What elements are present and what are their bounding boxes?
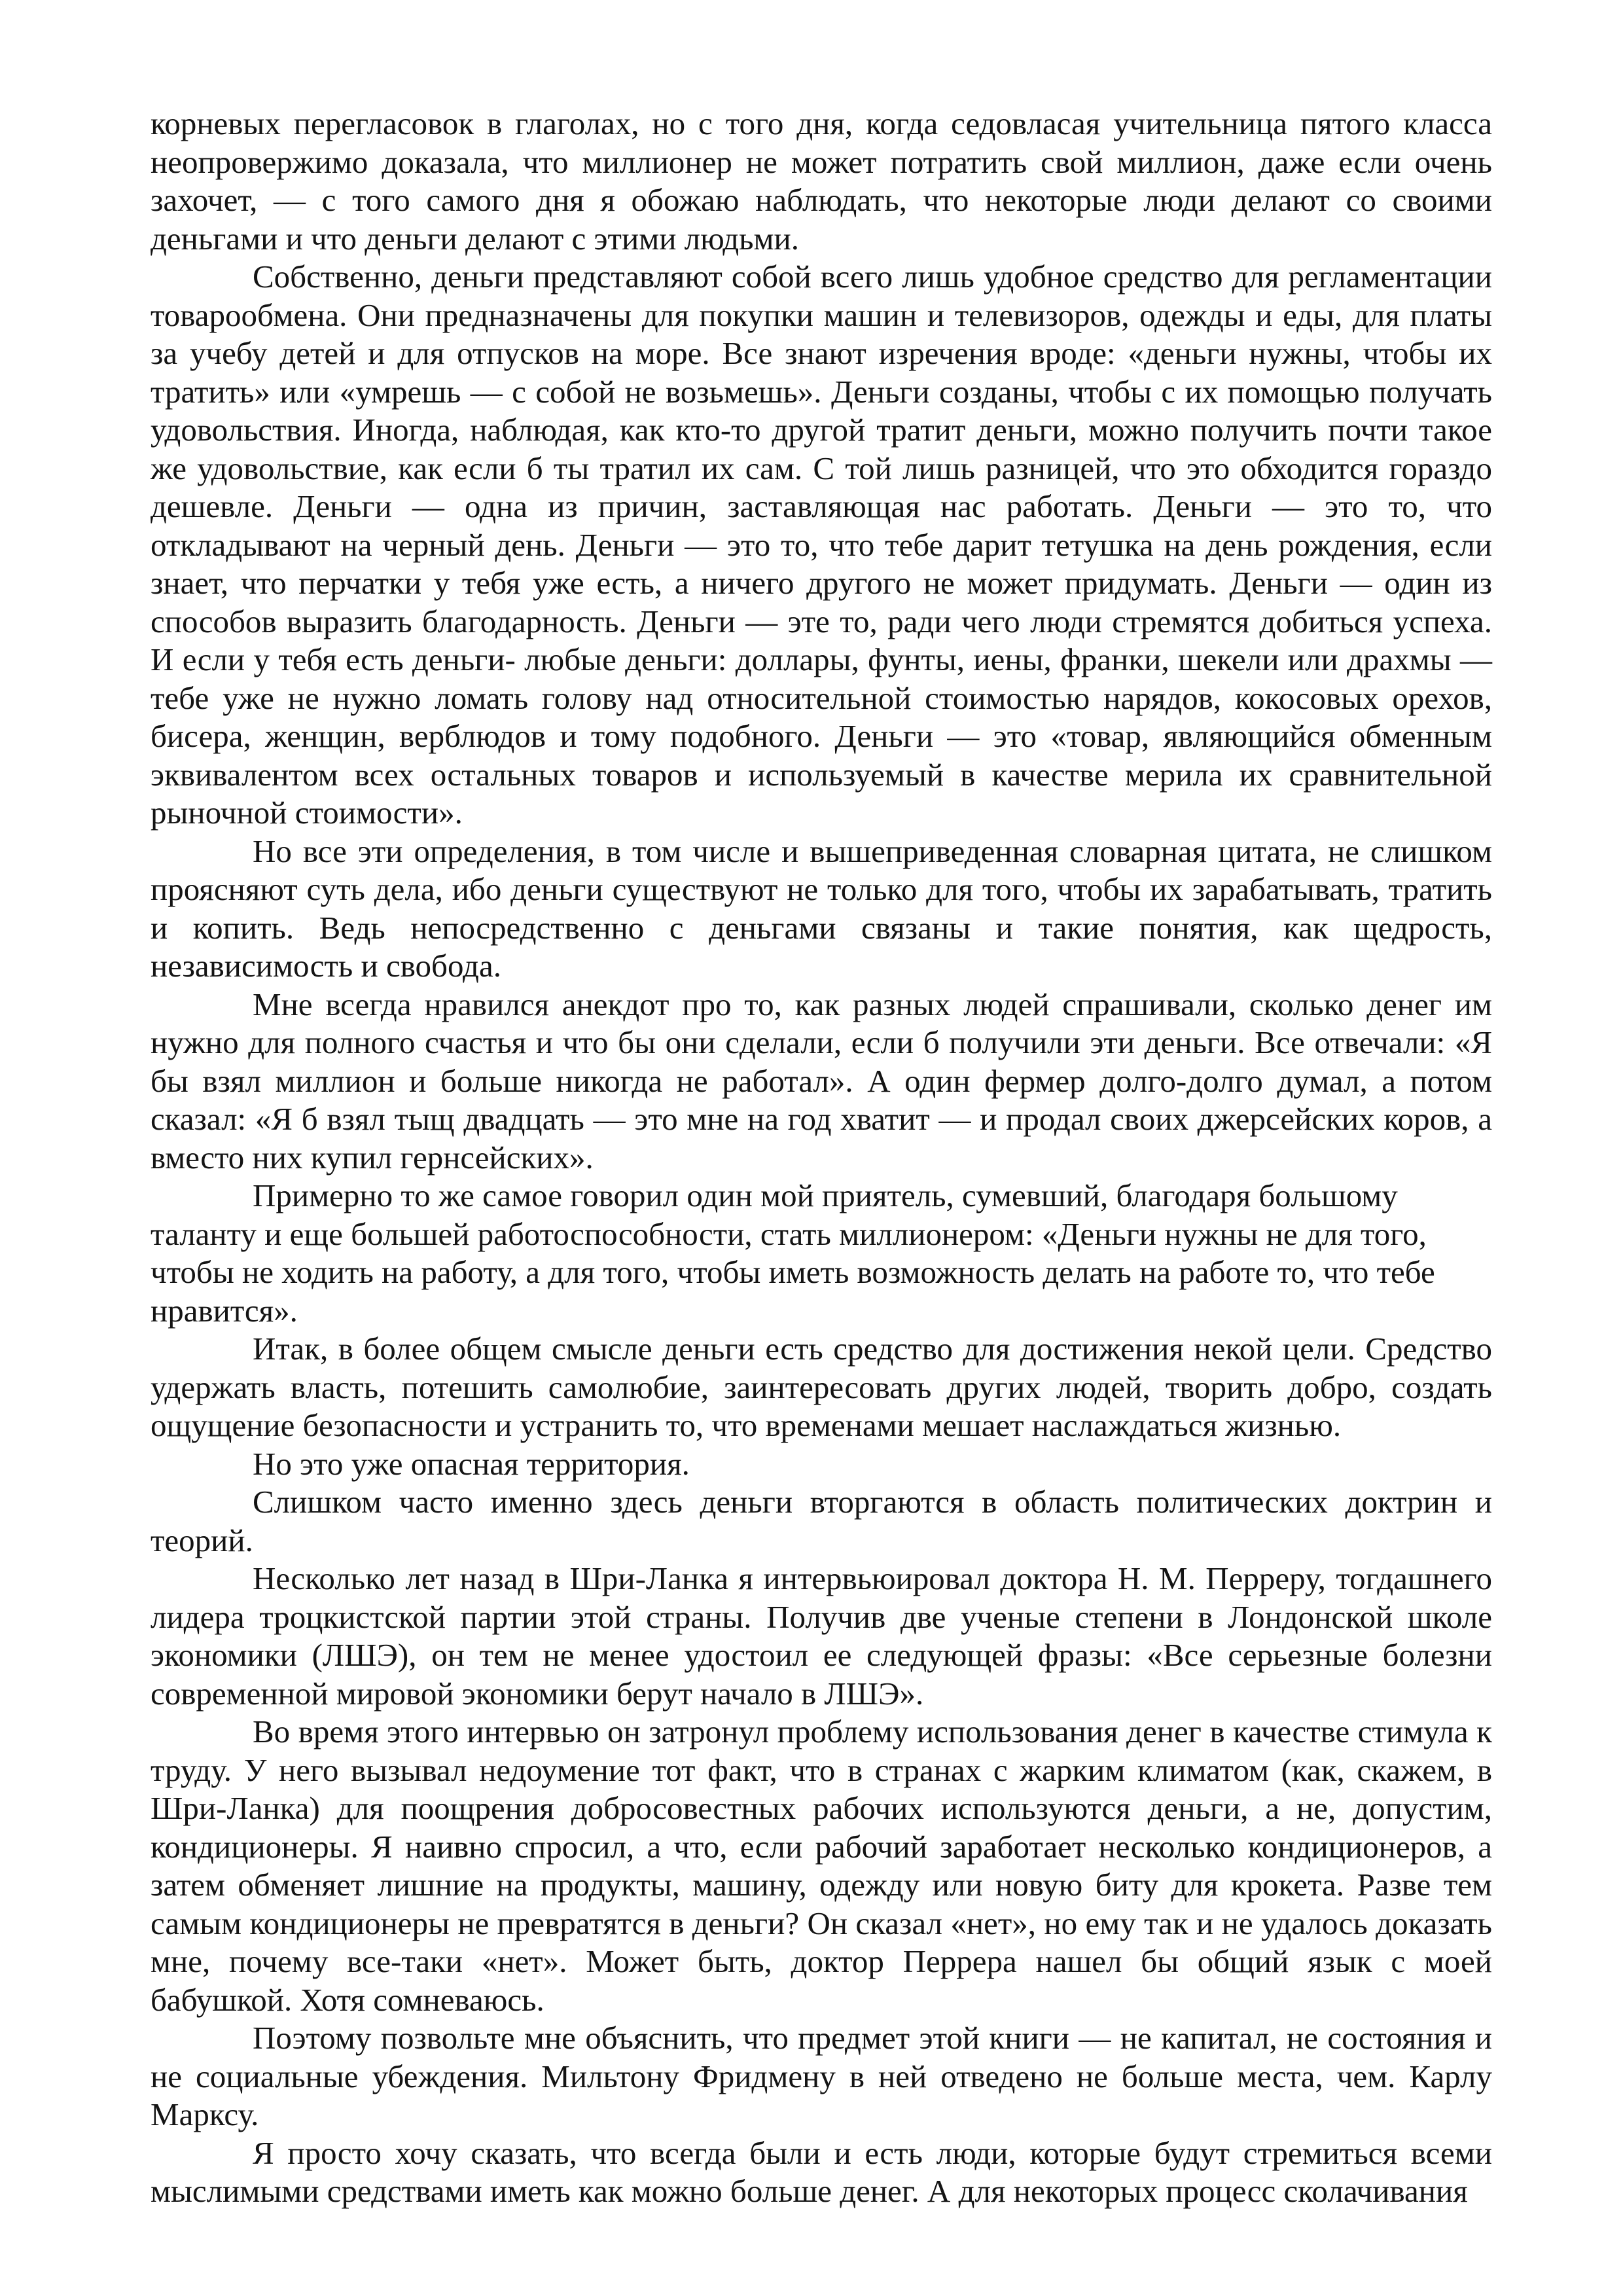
paragraph-6: Итак, в более общем смысле деньги есть средство для достижения некой цели. Средство удержать власть, потешить самолюбие, заинтересовать других людей, творить добро, создать ощущение безопасности и устранить то, что временами мешает наслаждаться жизнью.: [151, 1331, 1492, 1443]
paragraph-11: Поэтому позвольте мне объяснить, что предмет этой книги — не капитал, не состояния и не социальные убеждения. Мильтону Фридмену в ней отведено не больше места, чем. Карлу Марксу.: [151, 2020, 1492, 2132]
paragraph-5: Примерно то же самое говорил один мой приятель, сумевший, благодаря большому таланту и еще большей работоспособности, стать миллионером: «Деньги нужны не для того, чтобы не ходить на работу, а для того, чтобы иметь возможность делать на работе то, что тебе нравится».: [151, 1177, 1435, 1329]
paragraph-10: Во время этого интервью он затронул проблему использования денег в качестве стимула к труду. У него вызывал недоумение тот факт, что в странах с жарким климатом (как, скажем, в Шри-Ланка) для поощрения добросовестных рабочих используются деньги, а не, допустим, кондиционеры. Я наивно спросил, а что, если рабочий заработает несколько кондиционеров, а затем обменяет лишние на продукты, машину, одежду или новую биту для крокета. Разве тем самым кондиционеры не превратятся в деньги? Он сказал «нет», но ему так и не удалось доказать мне, почему все-таки «нет». Может быть, доктор Перрера нашел бы общий язык с моей бабушкой. Хотя сомневаюсь.: [151, 1713, 1492, 2018]
paragraph-3: Но все эти определения, в том числе и вышеприведенная словарная цитата, не слишком проясняют суть дела, ибо деньги существуют не только для того, чтобы их зарабатывать, тратить и копить. Ведь непосредственно с деньгами связаны и такие понятия, как щедрость, независимость и свобода.: [151, 833, 1492, 984]
paragraph-8: Слишком часто именно здесь деньги вторгаются в область политических доктрин и теорий.: [151, 1484, 1492, 1558]
paragraph-9: Несколько лет назад в Шри-Ланка я интервьюировал доктора Н. М. Перреру, тогдашнего лидера троцкистской партии этой страны. Получив две ученые степени в Лондонской школе экономики (ЛШЭ), он тем не менее удостоил ее следующей фразы: «Все серьезные болезни современной мировой экономики берут начало в ЛШЭ».: [151, 1560, 1492, 1712]
paragraph-7: Но это уже опасная территория.: [253, 1445, 690, 1482]
document-page: [151, 105, 1492, 2211]
paragraph-1: корневых перегласовок в глаголах, но с того дня, когда седовласая учительница пятого класса неопровержимо доказала, что миллионер не может потратить свой миллион, даже если очень захочет, — с того самого дня я обожаю наблюдать, что некоторые люди делают со своими деньгами и что деньги делают с этими людьми.: [151, 105, 1492, 257]
paragraph-4: Мне всегда нравился анекдот про то, как разных людей спрашивали, сколько денег им нужно для полного счастья и что бы они сделали, если б получили эти деньги. Все отвечали: «Я бы взял миллион и больше никогда не работал». А один фермер долго-долго думал, а потом сказал: «Я б взял тыщ двадцать — это мне на год хватит — и продал своих джерсейских коров, а вместо них купил гернсейских».: [151, 986, 1492, 1175]
paragraph-12: Я просто хочу сказать, что всегда были и есть люди, которые будут стремиться всеми мыслимыми средствами иметь как можно больше денег. А для некоторых процесс сколачивания: [151, 2134, 1492, 2209]
paragraph-2: Собственно, деньги представляют собой всего лишь удобное средство для регламентации товарообмена. Они предназначены для покупки машин и телевизоров, одежды и еды, для платы за учебу детей и для отпусков на море. Все знают изречения вроде: «деньги нужны, чтобы их тратить» или «умрешь — с собой не возьмешь». Деньги созданы, чтобы с их помощью получать удовольствия. Иногда, наблюдая, как кто-то другой тратит деньги, можно получить почти такое же удовольствие, как если б ты тратил их сам. С той лишь разницей, что это обходится гораздо дешевле. Деньги — одна из причин, заставляющая нас работать. Деньги — это то, что откладывают на черный день. Деньги — это то, что тебе дарит тетушка на день рождения, если знает, что перчатки у тебя уже есть, а ничего другого не может придумать. Деньги — один из способов выразить благодарность. Деньги — эте то, ради чего люди стремятся добиться успеха. И если у тебя есть деньги- любые деньги: доллары, фунты, иены, франки, шекели или драхмы — тебе уже не нужно ломать голову над относительной стоимостью нарядов, кокосовых орехов, бисера, женщин, верблюдов и тому подобного. Деньги — это «товар, являющийся обменным эквивалентом всех остальных товаров и используемый в качестве мерила их сравнительной рыночной стоимости».: [151, 259, 1492, 831]
